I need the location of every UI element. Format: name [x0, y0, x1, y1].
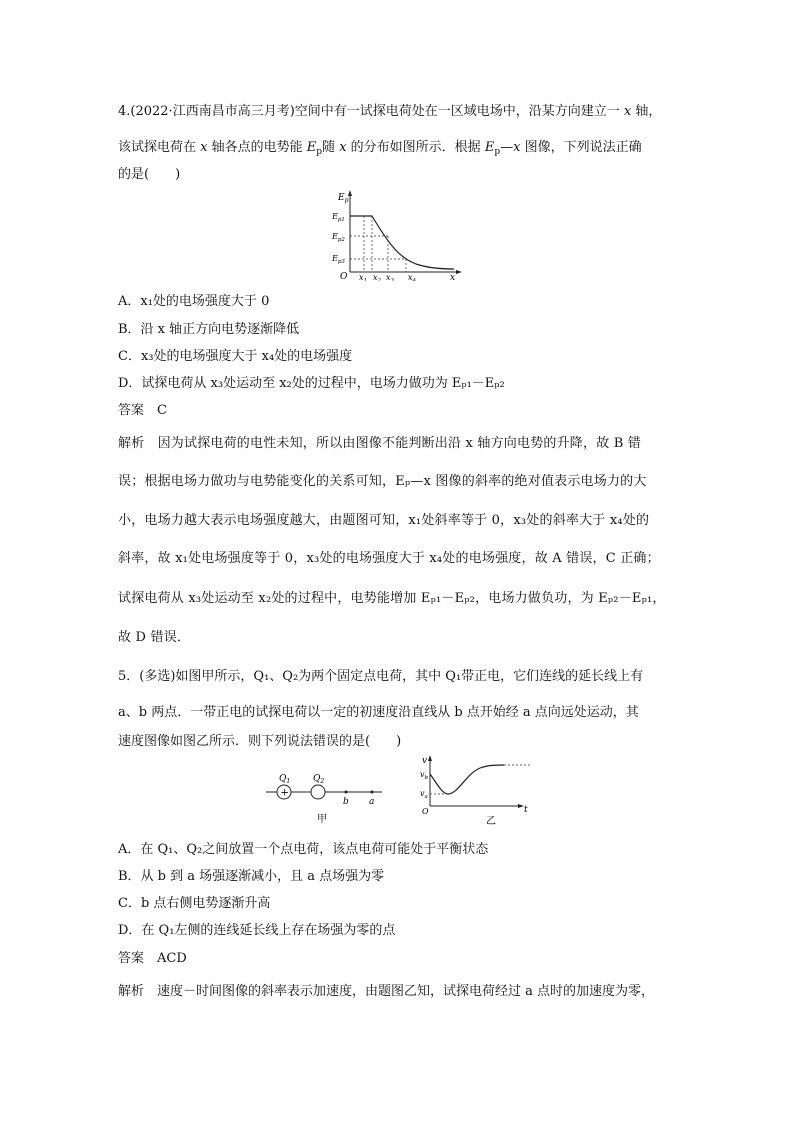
- q4-ylabel: $E_p$: [338, 193, 349, 204]
- q5-option-c: C．b 点右侧电势逐渐升高: [118, 896, 271, 911]
- q4-option-c: C．x₃处的电场强度大于 x₄处的电场强度: [118, 349, 353, 364]
- q5-explanation-line1: 解析 速度－时间图像的斜率表示加速度，由题图乙知，试探电荷经过 a 点时的加速度为零，: [118, 984, 655, 999]
- q5-figure-yi: [410, 754, 534, 826]
- q4-option-a: A．x₁处的电场强度大于 0: [118, 294, 270, 309]
- q5-option-a: A．在 Q₁、Q₂之间放置一个点电荷，该点电荷可能处于平衡状态: [118, 842, 489, 857]
- q4-stem-line2: 该试探电荷在 x 轴各点的电势能 $E_p$随 x 的分布如图所示．根据 $E_p—x$ 图像，下列说法正确: [118, 140, 642, 157]
- q4-option-b: B．沿 x 轴正方向电势逐渐降低: [118, 322, 300, 337]
- q5-figure-jia: [262, 770, 386, 824]
- q5-origin: O: [422, 807, 429, 816]
- q2-label: $Q_2$: [313, 774, 325, 785]
- q4-x4: $x_4$: [408, 273, 417, 281]
- q1-plus: +: [280, 787, 289, 799]
- q4-explanation-line1: 解析 因为试探电荷的电性未知，所以由图像不能判断出沿 x 轴方向电势的升降，故 B 错: [118, 436, 642, 451]
- q4-stem-line3: 的是( ): [118, 167, 181, 182]
- q4-explanation-line5: 试探电荷从 x₃处运动至 x₂处的过程中，电势能增加 Eₚ₁－Eₚ₂，电场力做负功，为 Eₚ₂－Eₚ₁，: [118, 591, 666, 606]
- q4-y3: $E_{p3}$: [332, 254, 345, 265]
- caption-jia: 甲: [317, 814, 327, 824]
- q1-label: $Q_1$: [279, 774, 291, 785]
- q5-stem-line1: 5．(多选)如图甲所示，Q₁、Q₂为两个固定点电荷，其中 Q₁带正电，它们连线的延长线上有: [118, 669, 644, 684]
- b-label: b: [343, 797, 349, 807]
- q4-y2: $E_{p2}$: [332, 232, 345, 243]
- q4-xlabel: x: [450, 273, 456, 281]
- q5-stem-line3: 速度图像如图乙所示．则下列说法错误的是( ): [118, 734, 402, 749]
- q4-x2: $x_2$: [373, 273, 382, 281]
- q4-explanation-line6: 故 D 错误．: [118, 630, 191, 645]
- point-a: [371, 791, 374, 794]
- q5-answer: 答案 ACD: [118, 951, 187, 966]
- q4-explanation-line4: 斜率，故 x₁处电场强度等于 0，x₃处的电场强度大于 x₄处的电场强度，故 A 错误，C 正确；: [118, 551, 660, 566]
- q4-explanation-line3: 小，电场力越大表示电场强度越大，由题图可知，x₁处斜率等于 0，x₃处的斜率大于 x₄处的: [118, 513, 650, 528]
- a-label: a: [369, 797, 375, 807]
- q4-answer: 答案 C: [118, 403, 167, 418]
- q5-option-b: B．从 b 到 a 场强逐渐减小，且 a 点场强为零: [118, 869, 385, 884]
- q5-option-d: D．在 Q₁左侧的连线延长线上存在场强为零的点: [118, 923, 396, 938]
- q4-x1: $x_1$: [359, 273, 368, 281]
- q4-origin: O: [340, 272, 348, 281]
- q5-stem-line2: a、b 两点．一带正电的试探电荷以一定的初速度沿直线从 b 点开始经 a 点向远处运动，其: [118, 705, 639, 720]
- q4-explanation-line2: 误；根据电场力做功与电势能变化的关系可知，Eₚ—x 图像的斜率的绝对值表示电场力的大: [118, 474, 647, 489]
- vb-label: $v_b$: [420, 770, 429, 781]
- t-axis-label: t: [524, 805, 528, 815]
- q4-ep-x-graph: [328, 186, 468, 281]
- v-axis-label: v: [422, 756, 428, 766]
- q2-charge: [311, 785, 325, 799]
- q4-x3: $x_3$: [386, 273, 395, 281]
- point-b: [345, 791, 348, 794]
- caption-yi: 乙: [486, 816, 496, 826]
- q4-stem-line1: 4.(2022·江西南昌市高三月考)空间中有一试探电荷处在一区域电场中，沿某方向建立一 x 轴，: [118, 104, 662, 119]
- q4-y1: $E_{p1}$: [332, 212, 345, 223]
- q4-option-d: D．试探电荷从 x₃处运动至 x₂处的过程中，电场力做功为 Eₚ₁－Eₚ₂: [118, 376, 505, 391]
- va-label: $v_a$: [420, 789, 428, 800]
